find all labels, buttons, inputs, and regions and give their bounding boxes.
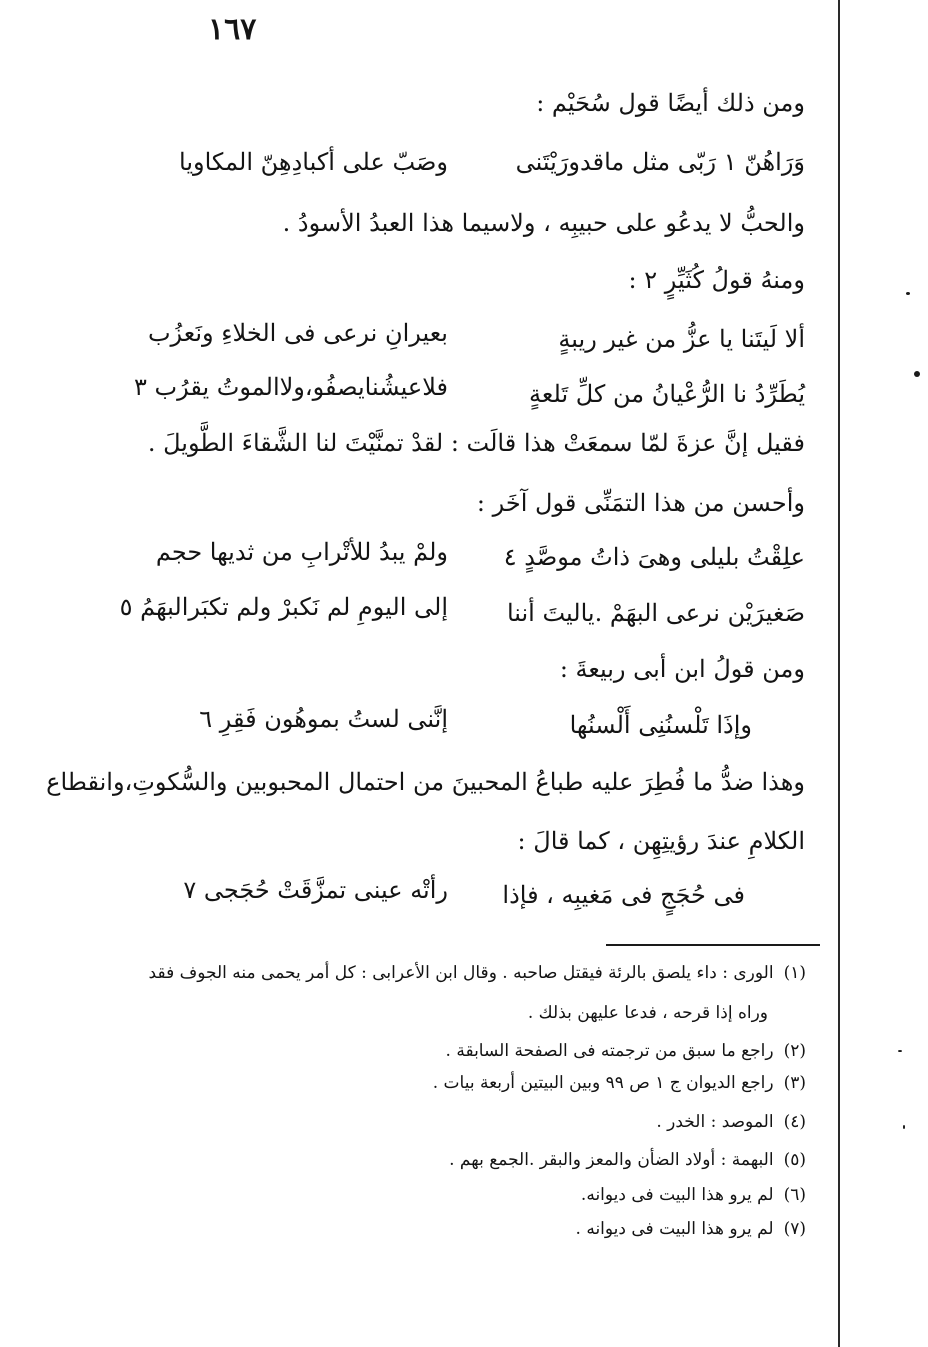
verse-hemistich-left: إلى اليومِ لم نَكبرْ ولم تكبَرالبهَمُ ٥	[119, 593, 448, 621]
footnote-number: (٢)	[783, 1041, 806, 1061]
footnote-5	[449, 1147, 806, 1173]
verse-hemistich-left: رأتْه عينى تمزَّقَتْ حُجَجى ٧	[183, 876, 448, 904]
footnote-text: وراه إذا قرحه ، فدعا عليهن بذلك .	[527, 1003, 768, 1023]
verse-hemistich-left: فلاعيشُنايصفُو،ولاالموتُ يقرُب ٣	[133, 373, 448, 401]
footnote-7	[576, 1216, 806, 1242]
verse-hemistich-left: بعيرانِ نرعى فى الخلاءِ ونَعزُب	[147, 319, 448, 347]
scan-speck	[898, 1050, 902, 1052]
scan-speck	[914, 371, 920, 377]
verse-hemistich-left: وصَبّ على أكبادِهِنّ المكاويا	[179, 148, 448, 176]
footnote-separator	[606, 944, 820, 946]
text-line: ومنهُ قولُ كُثَيِّرٍ ٢ :	[628, 266, 805, 294]
verse-hemistich-left: ولمْ يبدُ للأتْرابِ من ثديها حجم	[155, 538, 448, 566]
footnote-1-continuation	[528, 1000, 768, 1026]
verse-hemistich-right: وَرَاهُنّ ١ رَبّى مثل ماقدورَيْتَنى	[515, 148, 805, 176]
page-number: ١٦٧	[208, 12, 257, 47]
text-line: ومن ذلك أيضًا قول سُحَيْم :	[536, 89, 805, 117]
footnote-text: لم يرو هذا البيت فى ديوانه.	[580, 1185, 774, 1205]
footnote-1	[149, 960, 806, 986]
footnote-text: لم يرو هذا البيت فى ديوانه .	[575, 1219, 774, 1239]
footnote-number: (٥)	[783, 1150, 806, 1170]
footnote-4	[656, 1109, 806, 1135]
footnote-number: (٣)	[783, 1073, 806, 1093]
footnote-text: راجع الديوان ج ١ ص ٩٩ وبين البيتين أربعة بيات .	[432, 1073, 774, 1093]
scan-speck	[906, 292, 910, 295]
footnote-text: الورى : داء يلصق بالرئة فيقتل صاحبه . وقال ابن الأعرابى : كل أمر يحمى منه الجوف فقد	[148, 963, 774, 983]
footnote-6	[581, 1182, 806, 1208]
footnote-number: (٧)	[783, 1219, 806, 1239]
text-line: فقيل إنَّ عزةَ لمّا سمعَتْ هذا قالَت : لقدْ تمنَّيْتَ لنا الشَّقاءَ الطَّويلَ .	[147, 429, 805, 457]
text-line: وأحسن من هذا التمَنِّى قول آخَر :	[476, 489, 805, 517]
footnote-text: البهمة : أولاد الضأن والمعز والبقر .الجمع بهم .	[449, 1150, 774, 1170]
footnote-text: الموصد : الخدر .	[656, 1112, 774, 1132]
page-edge-line	[838, 0, 840, 1347]
verse-hemistich-left: إنَّنى لستُ بموهُون فَقِرِ ٦	[199, 705, 448, 733]
footnote-number: (١)	[783, 963, 806, 983]
footnote-number: (٦)	[783, 1185, 806, 1205]
verse-hemistich-right: صَغيرَيْن نرعى البهَمْ .ياليتَ أننا	[506, 599, 805, 627]
verse-hemistich-right: ألا لَيتَنا يا عزُّ من غير ريبةٍ	[558, 325, 805, 353]
verse-hemistich-right: يُطَرِّدُ نا الرُّعْيانُ من كلِّ تَلعةٍ	[529, 380, 805, 408]
footnote-3	[433, 1070, 806, 1096]
verse-hemistich-right: فى حُجَجٍ فى مَغيبِه ، فإذا	[502, 881, 745, 909]
verse-hemistich-right: علِقْتُ بليلى وهىَ ذاتُ موصَّدٍ ٤	[503, 543, 805, 571]
text-line: الكلامِ عندَ رؤيتِهِن ، كما قالَ :	[517, 827, 805, 855]
verse-hemistich-right: وإذَا تَلْسنُنِى أَلْسنُها	[569, 711, 752, 739]
footnote-number: (٤)	[783, 1112, 806, 1132]
text-line: ومن قولُ ابن أبى ربيعةَ :	[559, 655, 805, 683]
footnote-2	[446, 1038, 806, 1064]
text-line: والحبُّ لا يدعُو على حبيبِه ، ولاسيما هذا العبدُ الأسودُ .	[282, 209, 805, 237]
text-line: وهذا ضدُّ ما فُطِرَ عليه طباعُ المحبينَ من احتمال المحبوبين والسُّكوتِ،وانقطاع	[46, 768, 805, 796]
footnote-text: راجع ما سبق من ترجمته فى الصفحة السابقة .	[445, 1041, 774, 1061]
scan-speck	[903, 1125, 905, 1129]
